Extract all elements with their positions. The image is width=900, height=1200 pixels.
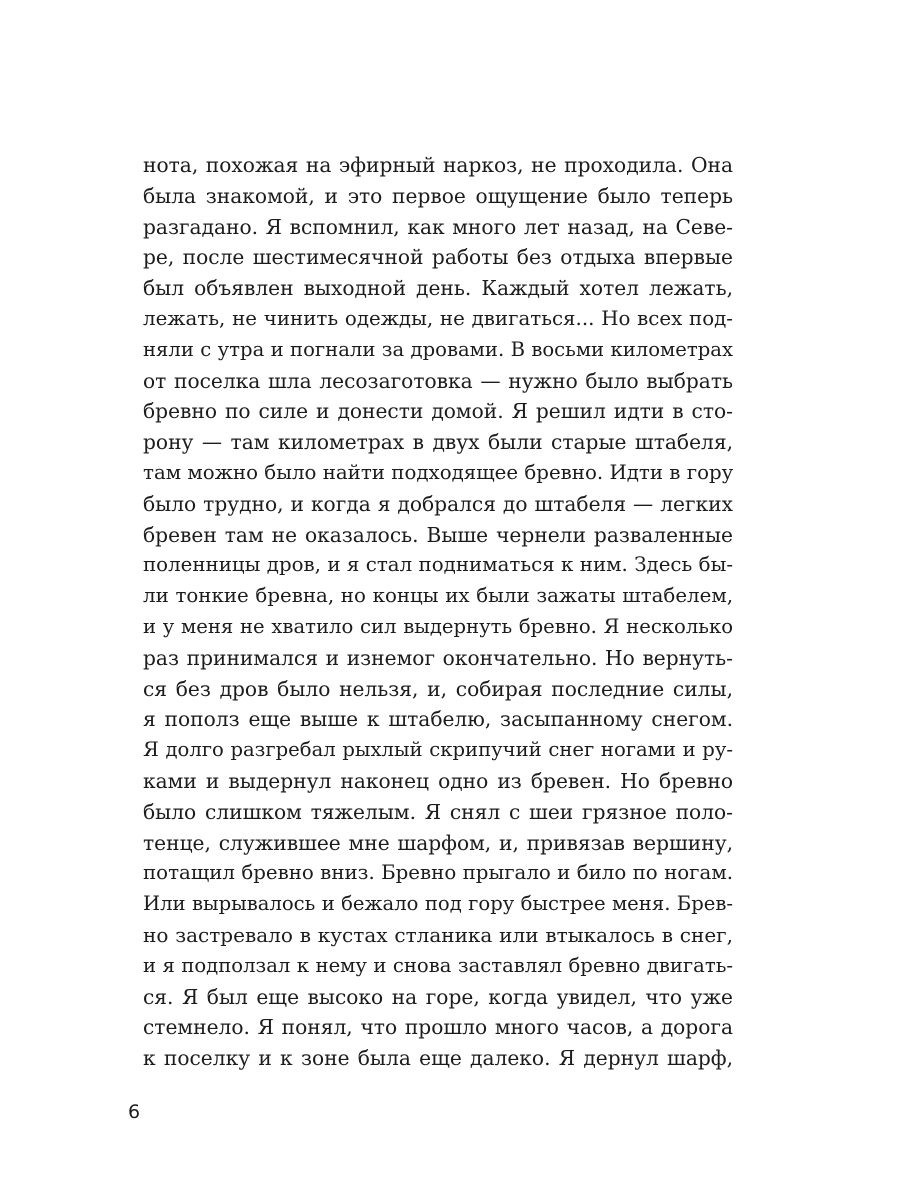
text-line: от поселка шла лесозаготовка — нужно было выбрать	[143, 368, 733, 393]
text-line: рону — там километрах в двух были старые штабеля,	[143, 430, 733, 455]
text-line: было трудно, и когда я добрался до штабеля — легких	[143, 491, 733, 516]
text-line: Я долго разгребал рыхлый скрипучий снег ногами и ру-	[143, 738, 733, 762]
text-line: Или вырывалось и бежало под гору быстрее меня. Брев-	[143, 892, 733, 916]
text-line: и у меня не хватило сил выдернуть бревно. Я несколько	[143, 614, 733, 638]
text-line: ками и выдернул наконец одно из бревен. Но бревно	[143, 768, 733, 793]
text-line: ли тонкие бревна, но концы их были зажаты штабелем,	[143, 584, 733, 608]
text-line: был объявлен выходной день. Каждый хотел лежать,	[143, 276, 733, 301]
text-line: была знакомой, и это первое ощущение было теперь	[143, 183, 733, 208]
text-line: раз принимался и изнемог окончательно. Но вернуть-	[143, 645, 733, 670]
text-line: потащил бревно вниз. Бревно прыгало и било по ногам.	[143, 861, 733, 885]
page-number: 6	[128, 1101, 141, 1123]
text-line: разгадано. Я вспомнил, как много лет назад, на Севе-	[143, 214, 733, 239]
text-line: к поселку и к зоне была еще далеко. Я дернул шарф,	[143, 1046, 733, 1071]
text-line: нота, похожая на эфирный наркоз, не проходила. Она	[143, 153, 733, 177]
text-line: тенце, служившее мне шарфом, и, привязав вершину,	[143, 830, 733, 855]
text-line: стемнело. Я понял, что прошло много часов, а дорога	[143, 1015, 733, 1040]
text-line: лежать, не чинить одежды, не двигаться... Но всех под-	[143, 306, 733, 330]
text-line: было слишком тяжелым. Я снял с шеи грязное поло-	[143, 799, 733, 824]
text-line: но застревало в кустах стланика или втыкалось в снег,	[143, 922, 733, 947]
text-line: я пополз еще выше к штабелю, засыпанному снегом.	[143, 707, 733, 732]
text-line: поленницы дров, и я стал подниматься к ним. Здесь бы-	[143, 553, 733, 577]
text-line: и я подползал к нему и снова заставлял бревно двигать-	[143, 953, 733, 977]
text-line: ся без дров было нельзя, и, собирая последние силы,	[143, 676, 733, 701]
text-line: бревно по силе и донести домой. Я решил идти в сто-	[143, 399, 733, 424]
text-line: там можно было найти подходящее бревно. Идти в гору	[143, 460, 734, 484]
text-line: ся. Я был еще высоко на горе, когда увидел, что уже	[143, 984, 733, 1009]
body-text	[143, 150, 733, 1074]
text-line: ре, после шестимесячной работы без отдыха впервые	[143, 245, 733, 270]
text-line: бревен там не оказалось. Выше чернели разваленные	[143, 522, 733, 547]
text-line: няли с утра и погнали за дровами. В восьми километрах	[143, 337, 733, 361]
